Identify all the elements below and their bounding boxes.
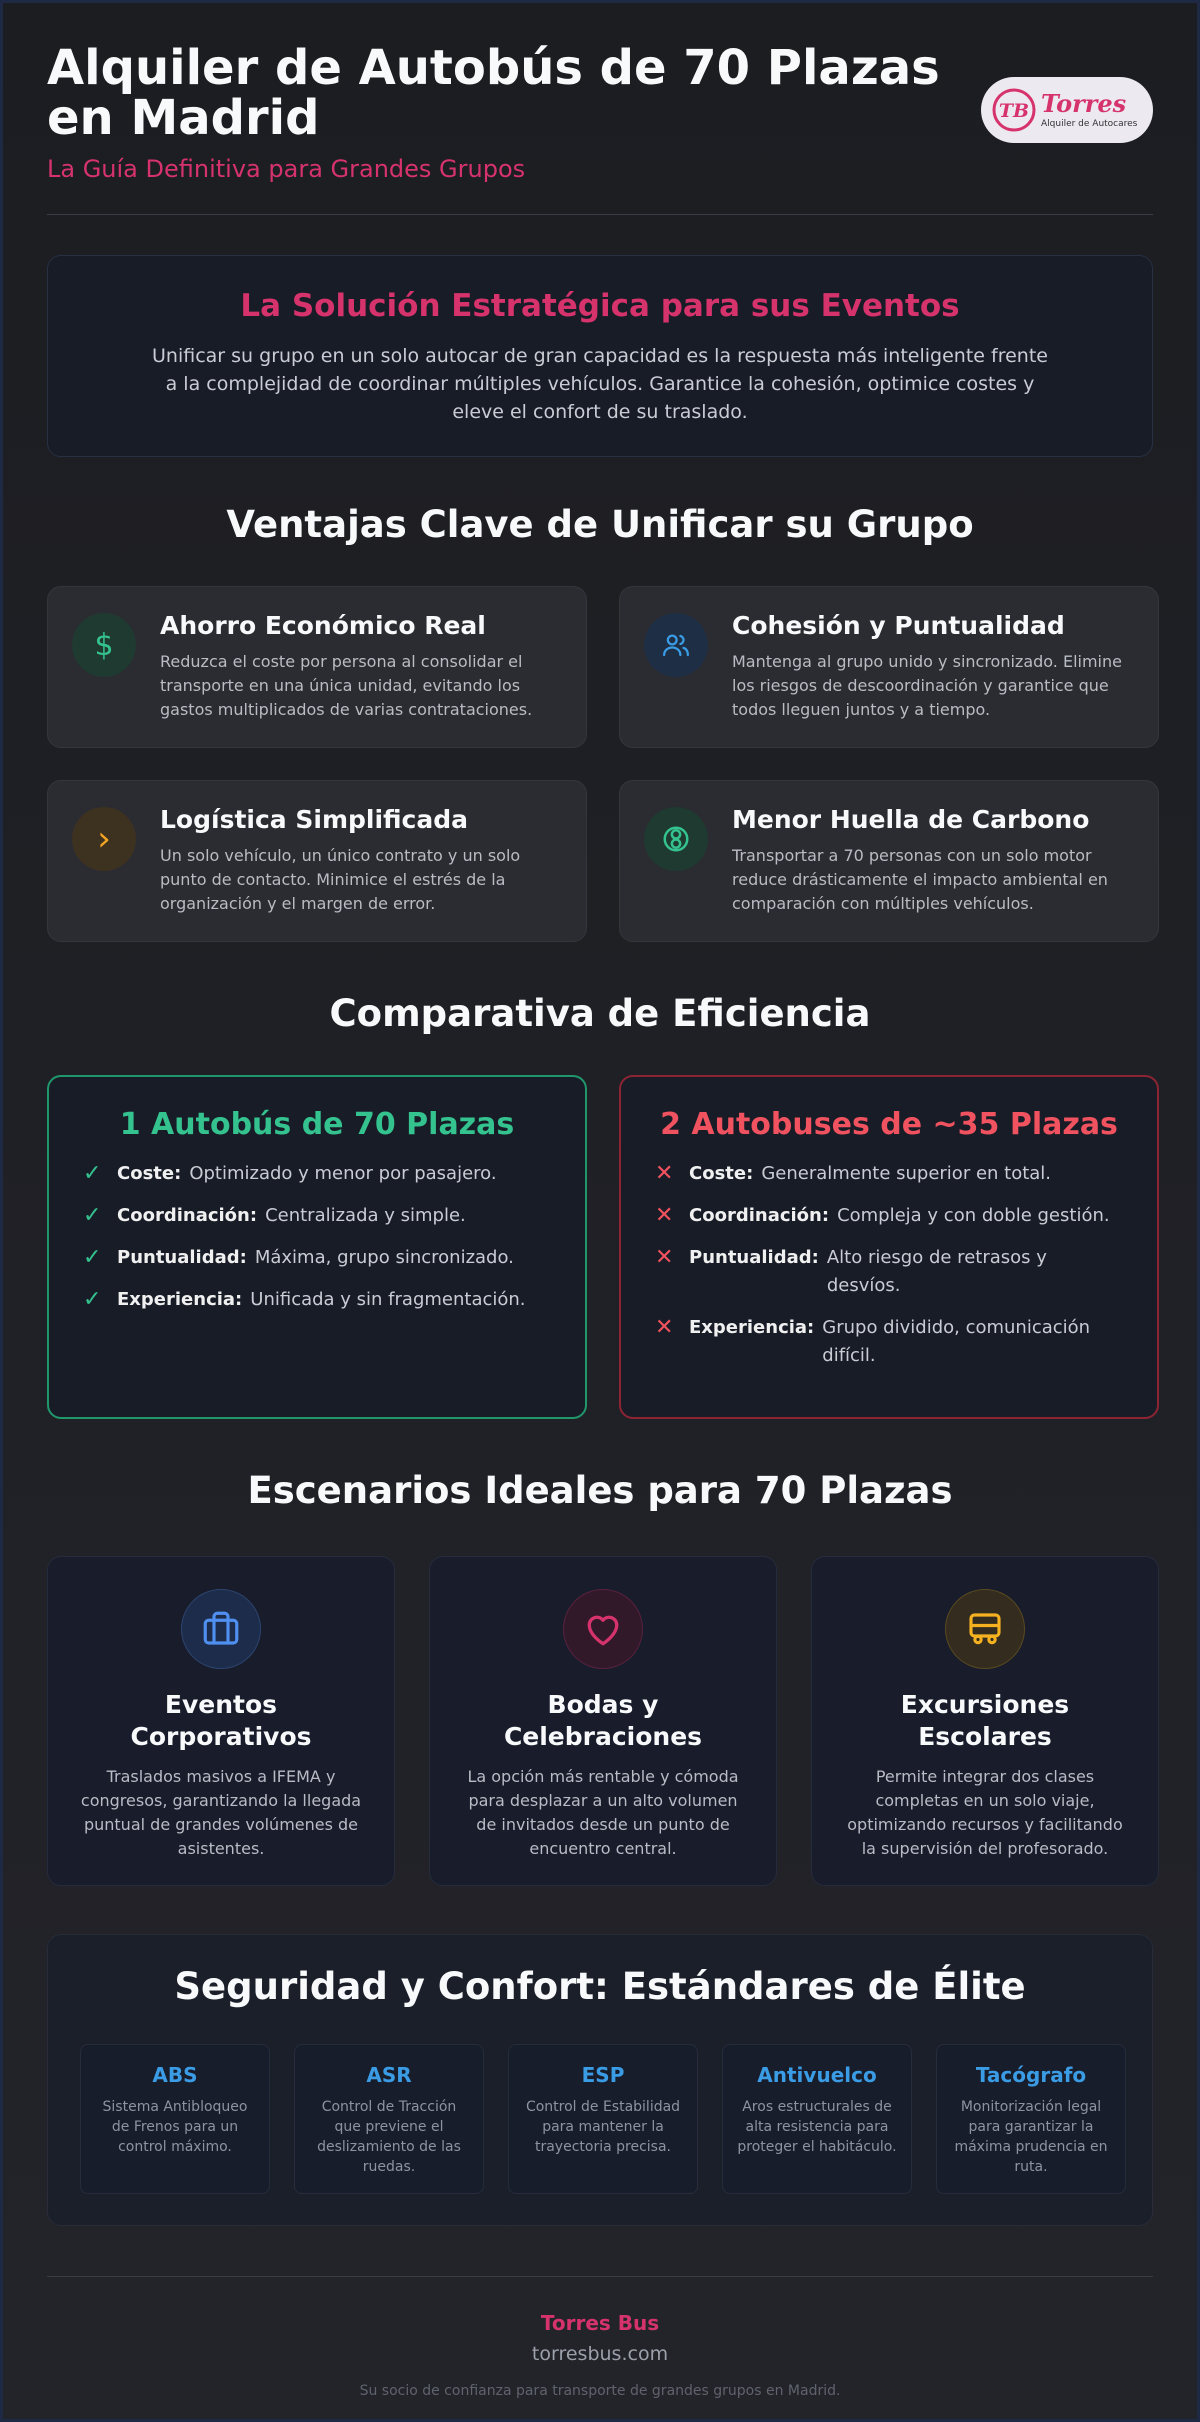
- comparison-item: ✓ Experiencia: Unificada y sin fragmentación.: [83, 1287, 526, 1312]
- advantage-text: Un solo vehículo, un único contrato y un solo punto de contacto. Minimice el estrés de la organización y el margen de error.: [160, 846, 521, 913]
- advantage-text: Mantenga al grupo unido y sincronizado. Elimine los riesgos de descoordinación y garantice que todos lleguen juntos y a tiempo.: [732, 652, 1122, 719]
- comparison-item: ✕ Coste: Generalmente superior en total.: [655, 1161, 1052, 1186]
- safety-feature-title: ABS: [152, 2063, 198, 2087]
- advantage-title: Menor Huella de Carbono: [732, 805, 1090, 834]
- advantage-card-savings: [47, 586, 587, 748]
- comparison-item: ✓ Puntualidad: Máxima, grupo sincronizado.: [83, 1245, 514, 1270]
- logo-name: Torres: [1041, 88, 1127, 118]
- safety-feature-text: Monitorización legal para garantizar la máxima prudencia en ruta.: [954, 2099, 1108, 2175]
- cross-icon: ✕: [655, 1315, 674, 1340]
- advantage-card-cohesion: [619, 586, 1159, 748]
- safety-card-abs: [80, 2044, 270, 2194]
- comparison-heading: 1 Autobús de 70 Plazas: [119, 1107, 515, 1142]
- footer-brand: Torres Bus: [540, 2311, 660, 2335]
- advantage-text: Transportar a 70 personas con un solo motor reduce drásticamente el impacto ambiental en comparación con múltiples vehículos.: [732, 846, 1108, 913]
- safety-feature-title: Antivuelco: [757, 2063, 877, 2087]
- check-icon: ✓: [83, 1245, 102, 1270]
- intro-heading: La Solución Estratégica para sus Eventos: [240, 288, 960, 324]
- advantage-card-carbon: [619, 780, 1159, 942]
- comparison-item: ✕ Puntualidad: Alto riesgo de retrasos y desvíos.: [655, 1245, 1047, 1296]
- cross-icon: ✕: [655, 1245, 674, 1270]
- brand-logo[interactable]: [981, 77, 1153, 143]
- page-subtitle: La Guía Definitiva para Grandes Grupos: [47, 155, 526, 183]
- logo-tagline: Alquiler de Autocares: [1041, 118, 1138, 129]
- scenario-card-weddings: [429, 1556, 777, 1886]
- scenario-title: Eventos Corporativos: [130, 1690, 312, 1751]
- recycle-icon: [644, 807, 708, 871]
- bus-icon: [945, 1589, 1025, 1669]
- chevron-right-icon: ›: [72, 807, 136, 871]
- scenario-text: La opción más rentable y cómoda para desplazar a un alto volumen de invitados desde un punto de encuentro central.: [467, 1767, 739, 1858]
- scenarios-grid: [47, 1556, 1153, 1886]
- advantages-grid: [47, 586, 1153, 942]
- comparison-item: ✓ Coste: Optimizado y menor por pasajero.: [83, 1161, 497, 1186]
- comparison-item: ✕ Coordinación: Compleja y con doble gestión.: [655, 1203, 1110, 1228]
- advantages-title: Ventajas Clave de Unificar su Grupo: [226, 503, 974, 546]
- header: [47, 3, 1153, 215]
- scenario-title: Bodas y Celebraciones: [503, 1690, 703, 1751]
- comparison-heading: 2 Autobuses de ~35 Plazas: [660, 1107, 1118, 1142]
- intro-text: Unificar su grupo en un solo autocar de gran capacidad es la respuesta más inteligente frente a la complejidad de coordinar múltiples vehículos. Garantice la cohesión, optimice costes y eleve el confort de su traslado.: [152, 345, 1048, 423]
- advantage-text: Reduzca el coste por persona al consolidar el transporte en una única unidad, evitando los gastos multiplicados de varias contrataciones.: [160, 652, 533, 719]
- scenarios-title: Escenarios Ideales para 70 Plazas: [247, 1469, 953, 1512]
- advantage-title: Ahorro Económico Real: [160, 611, 486, 640]
- scenario-card-corporate: [47, 1556, 395, 1886]
- dollar-icon: $: [72, 613, 136, 677]
- scenario-text: Permite integrar dos clases completas en un solo viaje, optimizando recursos y facilitando la supervisión del profesorado.: [847, 1767, 1123, 1858]
- comparison-card-single-bus: [47, 1075, 587, 1419]
- svg-text:TB: TB: [998, 100, 1030, 122]
- check-icon: ✓: [83, 1287, 102, 1312]
- scenario-card-school: [811, 1556, 1159, 1886]
- heart-icon: [563, 1589, 643, 1669]
- footer: [47, 2276, 1153, 2399]
- safety-card-esp: [508, 2044, 698, 2194]
- footer-url-link[interactable]: torresbus.com: [531, 2343, 669, 2365]
- cross-icon: ✕: [655, 1161, 674, 1186]
- footer-tagline: Su socio de confianza para transporte de grandes grupos en Madrid.: [359, 2383, 841, 2399]
- safety-card-antivuelco: [722, 2044, 912, 2194]
- safety-feature-title: ASR: [366, 2063, 412, 2087]
- check-icon: ✓: [83, 1203, 102, 1228]
- scenario-title: Excursiones Escolares: [900, 1690, 1070, 1751]
- comparison-title: Comparativa de Eficiencia: [329, 992, 871, 1035]
- safety-title: Seguridad y Confort: Estándares de Élite: [174, 1965, 1026, 2008]
- cross-icon: ✕: [655, 1203, 674, 1228]
- check-icon: ✓: [83, 1161, 102, 1186]
- safety-feature-text: Control de Tracción que previene el deslizamiento de las ruedas.: [317, 2099, 461, 2175]
- safety-feature-text: Control de Estabilidad para mantener la trayectoria precisa.: [525, 2099, 681, 2155]
- users-icon: [644, 613, 708, 677]
- safety-feature-title: Tacógrafo: [975, 2063, 1087, 2087]
- comparison-card-two-buses: [619, 1075, 1159, 1419]
- logo-monogram-icon: [991, 87, 1037, 133]
- safety-feature-title: ESP: [581, 2063, 625, 2087]
- safety-card-tacografo: [936, 2044, 1126, 2194]
- comparison-item: ✕ Experiencia: Grupo dividido, comunicación difícil.: [655, 1315, 1091, 1366]
- comparison-grid: [47, 1075, 1153, 1419]
- safety-feature-text: Sistema Antibloqueo de Frenos para un control máximo.: [102, 2099, 248, 2155]
- briefcase-icon: [181, 1589, 261, 1669]
- page-title: Alquiler de Autobús de 70 Plazas en Madrid: [47, 40, 940, 146]
- comparison-item: ✓ Coordinación: Centralizada y simple.: [83, 1203, 466, 1228]
- advantage-card-logistics: [47, 780, 587, 942]
- safety-card-asr: [294, 2044, 484, 2194]
- scenario-text: Traslados masivos a IFEMA y congresos, garantizando la llegada puntual de grandes volúmenes de asistentes.: [80, 1767, 362, 1858]
- intro-panel: [47, 255, 1153, 457]
- safety-panel: [47, 1934, 1153, 2226]
- advantage-title: Logística Simplificada: [160, 805, 469, 834]
- safety-grid: [80, 2044, 1120, 2194]
- safety-feature-text: Aros estructurales de alta resistencia para proteger el habitáculo.: [737, 2099, 897, 2155]
- advantage-title: Cohesión y Puntualidad: [732, 611, 1065, 640]
